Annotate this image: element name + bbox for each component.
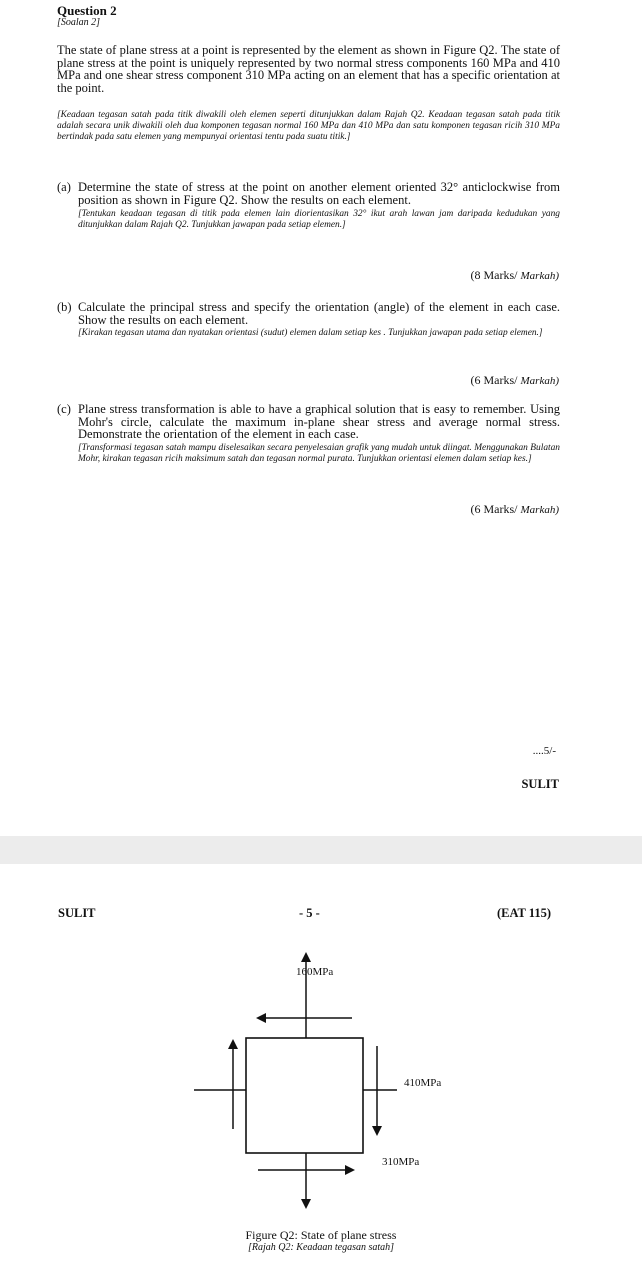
part-b (57, 301, 560, 339)
part-a-label: (a) (57, 180, 71, 194)
intro-malay: [Keadaan tegasan satah pada titik diwakili oleh elemen seperti ditunjukkan dalam Rajah Q2. Keadaan tegasan satah pada titik adalah secara unik diwakili oleh dua komponen tegasan normal 160 MPa dan 410 MPa dan satu komponen tegasan ricih 310 MPa bertindak pada satu elemen yang mempunyai orientasi tentu pada suatu titik.] (57, 110, 560, 142)
question-subtitle: [Soalan 2] (57, 17, 101, 28)
part-c-english: Plane stress transformation is able to have a graphical solution that is easy to remember. Using Mohr's circle, calculate the maximum in-plane shear stress and average normal stress. Demonstrate the orientation of the element in each case. (78, 402, 560, 441)
page-separator (0, 836, 642, 864)
part-b-label: (b) (57, 300, 72, 314)
page-2 (0, 864, 642, 1280)
sulit-footer: SULIT (521, 777, 559, 791)
part-a (57, 181, 560, 231)
sulit-header: SULIT (58, 906, 96, 920)
continued-marker: ....5/- (532, 745, 556, 757)
part-a-english: Determine the state of stress at the point on another element oriented 32° anticlockwise from position as shown in Figure Q2. Show the results on each element. (78, 180, 560, 207)
part-b-marks-ms: Markah) (520, 375, 559, 387)
part-c-label: (c) (57, 402, 71, 416)
intro-english: The state of plane stress at a point is represented by the element as shown in Figure Q2. The state of plane stress at the point is uniquely represented by two normal stress components 160 MPa and 410 MPa and one shear stress component 310 MPa acting on an element that has a specific orientation at the point. (57, 43, 560, 95)
part-a-malay: [Tentukan keadaan tegasan di titik pada elemen lain diorientasikan 32° ikut arah lawan jam daripada kedudukan yang ditunjukkan dalam Rajah Q2. Tunjukkan jawapan pada setiap elemen.] (78, 209, 560, 230)
page-number: - 5 - (299, 906, 320, 920)
label-410mpa: 410MPa (404, 1077, 442, 1089)
part-c-marks-en: (6 Marks/ (470, 502, 518, 516)
figure-caption: Figure Q2: State of plane stress (245, 1228, 397, 1242)
course-code: (EAT 115) (496, 906, 551, 920)
part-b-malay: [Kirakan tegasan utama dan nyatakan orientasi (sudut) elemen dalam setiap kes . Tunjukkan jawapan pada setiap elemen.] (78, 328, 543, 338)
part-a-marks (471, 268, 560, 283)
label-310mpa: 310MPa (382, 1156, 420, 1168)
figure-caption-malay: [Rajah Q2: Keadaan tegasan satah] (247, 1242, 395, 1253)
label-160mpa: 160MPa (296, 966, 334, 978)
part-c-malay: [Transformasi tegasan satah mampu diselesaikan secara penyelesaian grafik yang mudah untuk diingat. Menggunakan Bulatan Mohr, kirakan tegasan ricih maksimum satah dan tegasan normal purata. Tunjukkan orientasi elemen dalam setiap kes.] (78, 442, 560, 464)
part-b-marks-en: (6 Marks/ (470, 373, 518, 387)
stress-element-diagram (0, 864, 642, 1280)
question-title: Question 2 (57, 3, 117, 18)
part-a-marks-en: (8 Marks/ (470, 268, 518, 282)
part-b-english: Calculate the principal stress and specify the orientation (angle) of the element in each case. Show the results on each element. (78, 300, 560, 327)
part-a-marks-ms: Markah) (520, 270, 559, 282)
figure-q2 (0, 864, 642, 1280)
part-c-marks (471, 502, 560, 517)
stress-element (246, 1038, 363, 1153)
part-c (57, 403, 560, 465)
part-c-marks-ms: Markah) (520, 504, 559, 516)
part-b-marks (471, 373, 560, 388)
